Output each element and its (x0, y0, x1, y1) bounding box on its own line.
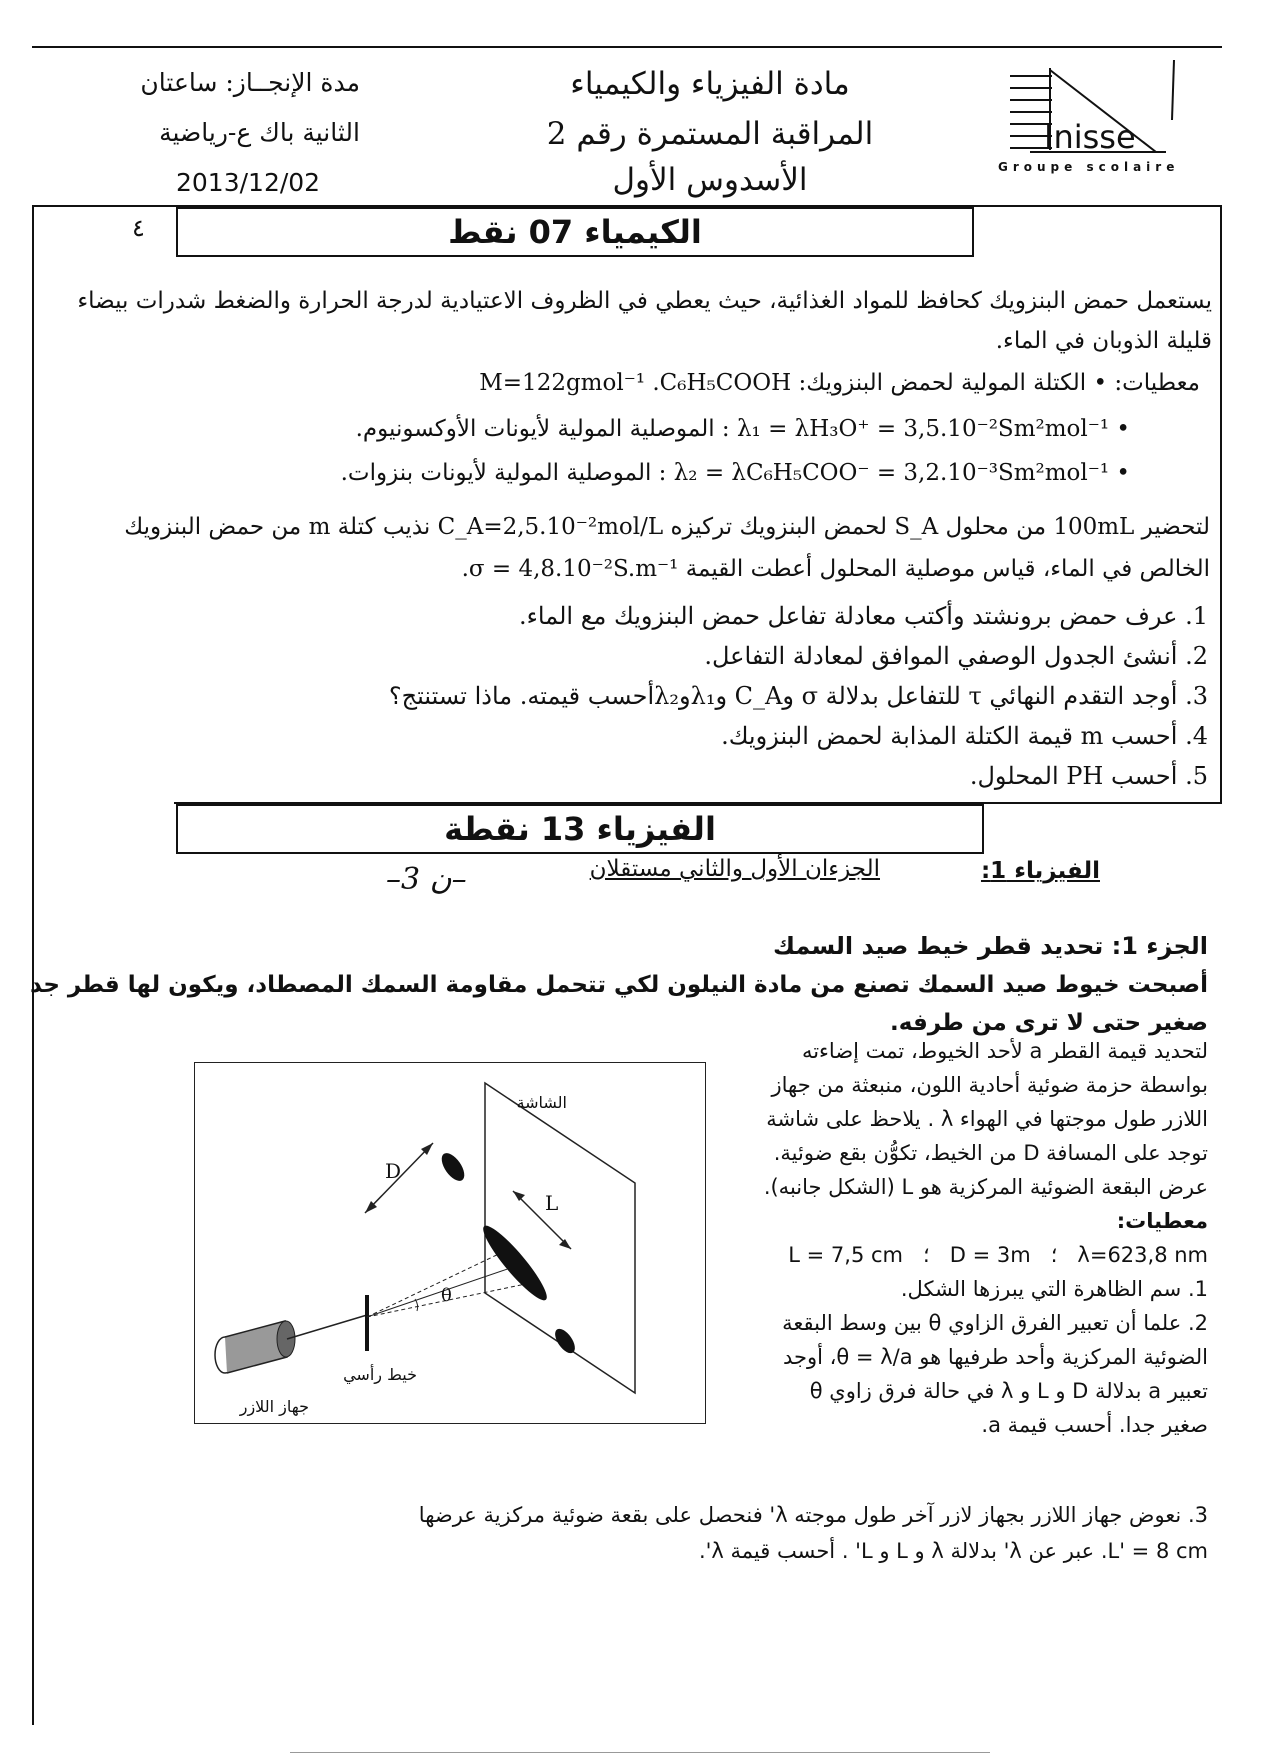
part1-body-line: اللازر طول موجتها في الهواء λ . يلاحظ على شاشة (766, 1107, 1208, 1131)
diffraction-diagram (195, 1063, 705, 1423)
logo-name: Inisse (1044, 118, 1136, 156)
chem-intro-line-1: يستعمل حمض البنزويك كحافظ للمواد الغذائية، حيث يعطي في الظروف الاعتيادية لدرجة الحرارة والضغط شدرات بيضاء (77, 288, 1212, 314)
part1-data-values: L = 7,5 cm ؛ D = 3m ؛ λ=623,8 nm (788, 1243, 1208, 1267)
chemistry-banner (176, 207, 974, 257)
figure-d-label: D (385, 1159, 402, 1183)
date: 2013/12/02 (176, 168, 321, 197)
part1-title: الجزء 1: تحديد قطر خيط صيد السمك (773, 932, 1208, 960)
part1-question-1: 1. سم الظاهرة التي يبرزها الشكل. (900, 1277, 1208, 1301)
subject-title: مادة الفيزياء والكيمياء (570, 66, 850, 102)
logo-subtitle: Groupe scolaire (998, 160, 1180, 174)
part1-body-line: عرض البقعة الضوئية المركزية هو L (الشكل جانبه). (763, 1175, 1208, 1199)
chem-prep-line-2: الخالص في الماء، قياس موصلية المحلول أعطت القيمة σ = 4,8.10⁻²S.m⁻¹. (461, 556, 1210, 582)
bottom-rule (290, 1752, 990, 1753)
chemistry-mark: ٤ (132, 214, 145, 242)
semester-title: الأسدوس الأول (612, 162, 808, 198)
chem-intro-line-2: قليلة الذوبان في الماء. (995, 328, 1212, 354)
chem-frame-right (1220, 205, 1222, 803)
part1-body (716, 1034, 1208, 1442)
chem-data-molar-mass: الكتلة المولية لحمض البنزويك: M=122gmol⁻¹ .C₆H₅COOH (479, 370, 1087, 396)
figure-wire-label: خيط رأسي (343, 1365, 417, 1384)
exam-title: المراقبة المستمرة رقم 2 (546, 116, 874, 152)
part1-question-3a: 3. نعوض جهاز اللازر بجهاز لازر آخر طول موجته λ' فنحصل على بقعة ضوئية مركزية عرضها (418, 1503, 1208, 1527)
part1-intro-line-2: صغير حتى لا ترى من طرفه. (890, 1010, 1208, 1036)
chem-data-line-1 (300, 364, 1200, 402)
chem-data-line-2: • λ₁ = λH₃O⁺ = 3,5.10⁻²Sm²mol⁻¹ : الموصلية المولية لأيونات الأوكسونيوم. (355, 416, 1130, 442)
chem-prep-line-1: لتحضير 100mL من محلول S_A لحمض البنزويك تركيزه C_A=2,5.10⁻²mol/L نذيب كتلة m من حمض البنزويك (124, 514, 1210, 540)
chem-question: 4. أحسب m قيمة الكتلة المذابة لحمض البنزويك. (721, 722, 1208, 750)
part1-question-2c: تعبير a بدلالة D و L و λ في حالة فرق زاوي θ (809, 1379, 1208, 1403)
chem-data-line-3: • λ₂ = λC₆H₅COO⁻ = 3,2.10⁻³Sm²mol⁻¹ : الموصلية المولية لأيونات بنزوات. (340, 460, 1130, 486)
part1-data-label: معطيات: (1116, 1209, 1208, 1233)
physics-banner-text: الفيزياء 13 نقطة (444, 810, 716, 848)
physics-exercise-label: الفيزياء 1: (980, 858, 1100, 884)
physics-exercise-note: الجزءان الأول والثاني مستقلان (589, 856, 880, 882)
chem-questions (388, 598, 1208, 798)
handwritten-score: –ن 3– (386, 862, 467, 897)
part1-question-3b: L' = 8 cm. عبر عن λ' بدلالة λ و L و L' . أحسب قيمة λ'. (698, 1539, 1208, 1563)
left-border (32, 205, 34, 1725)
chemistry-banner-text: الكيمياء 07 نقط (448, 213, 702, 251)
diffraction-figure (194, 1062, 706, 1424)
figure-l-label: L (545, 1191, 559, 1215)
part1-body-line: توجد على المسافة D من الخيط، تكوُّن بقع ضوئية. (773, 1141, 1208, 1165)
chem-question: 2. أنشئ الجدول الوصفي الموافق لمعادلة التفاعل. (704, 642, 1208, 670)
chem-data-label: معطيات: • (1093, 370, 1200, 396)
figure-theta-label: θ (441, 1285, 452, 1306)
part1-question-2b: الضوئية المركزية وأحد طرفيها هو θ = λ/a، أوجد (782, 1345, 1208, 1369)
level: الثانية باك ع-رياضية (159, 118, 360, 147)
chem-question: 3. أوجد التقدم النهائي τ للتفاعل بدلالة σ وC_A وλ₁وλ₂أحسب قيمته. ماذا تستنتج؟ (388, 682, 1208, 710)
figure-laser-label: جهاز اللازر (239, 1397, 309, 1416)
chem-question: 5. أحسب PH المحلول. (969, 762, 1208, 790)
duration: مدة الإنجــاز: ساعتان (140, 68, 360, 97)
chem-question: 1. عرف حمض برونشتد وأكتب معادلة تفاعل حمض البنزويك مع الماء. (519, 602, 1208, 630)
part1-question-2a: 2. علما أن تعبير الفرق الزاوي θ بين وسط البقعة (782, 1311, 1208, 1335)
part1-body-line: بواسطة حزمة ضوئية أحادية اللون، منبعثة من جهاز (771, 1073, 1208, 1097)
school-logo (996, 60, 1182, 178)
top-rule (32, 46, 1222, 48)
part1-intro-line-1: أصبحت خيوط صيد السمك تصنع من مادة النيلون لكي تتحمل مقاومة السمك المصطاد، ويكون لها قطر جد (30, 972, 1208, 998)
physics-banner (176, 804, 984, 854)
part1-body-line: لتحديد قيمة القطر a لأحد الخيوط، تمت إضاءته (801, 1039, 1208, 1063)
part1-question-2d: صغير جدا. أحسب قيمة a. (981, 1413, 1208, 1437)
figure-screen-label: الشاشة (516, 1093, 567, 1112)
